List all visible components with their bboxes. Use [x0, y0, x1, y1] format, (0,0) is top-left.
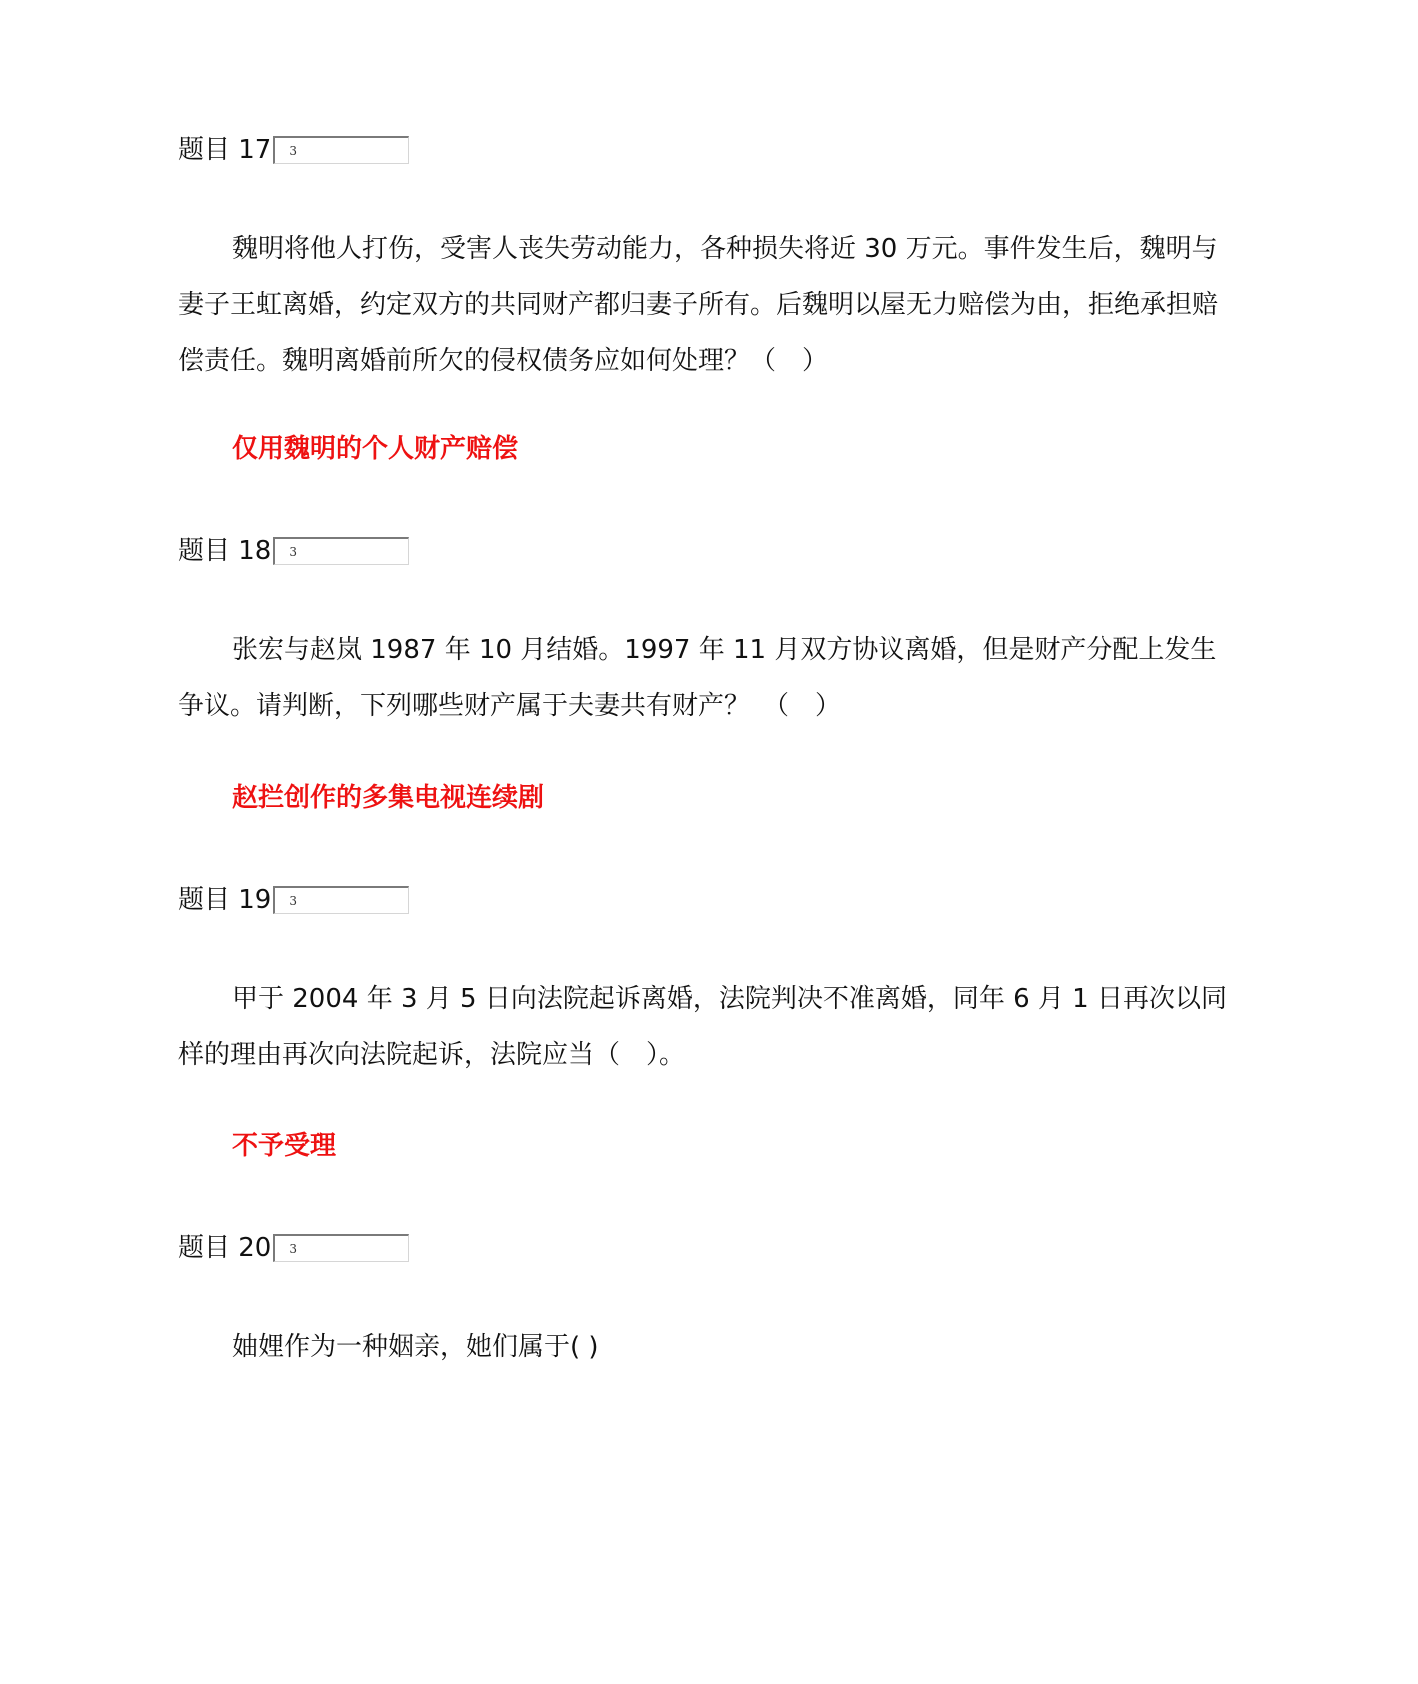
question-17-score-field[interactable]: [273, 136, 409, 164]
question-17-answer: 仅用魏明的个人财产赔偿: [232, 434, 519, 464]
question-18-header: [178, 533, 409, 569]
question-17-header: [178, 132, 409, 168]
question-19-header: [178, 882, 409, 918]
question-20-text: 妯娌作为一种姻亲，她们属于( ): [232, 1332, 599, 1362]
question-20-score-field[interactable]: [273, 1234, 409, 1262]
question-17-title: 题目 17: [178, 135, 272, 165]
question-19-score-field[interactable]: [273, 886, 409, 914]
question-18-title: 题目 18: [178, 536, 272, 566]
question-20-score-value: 3: [289, 1242, 297, 1256]
question-20-title: 题目 20: [178, 1233, 272, 1263]
question-19-score-value: 3: [289, 894, 297, 908]
question-17-score-value: 3: [289, 144, 297, 158]
question-20-header: [178, 1230, 409, 1266]
question-18-text: 张宏与赵岚 1987 年 10 月结婚。1997 年 11 月双方协议离婚，但是财产分配上发生争议。请判断，下列哪些财产属于夫妻共有财产？ （ ）: [178, 635, 1217, 721]
question-19-text: 甲于 2004 年 3 月 5 日向法院起诉离婚，法院判决不准离婚，同年 6 月 1 日再次以同样的理由再次向法院起诉，法院应当（ ）。: [178, 984, 1227, 1070]
question-18-score-value: 3: [289, 545, 297, 559]
question-19-answer: 不予受理: [232, 1131, 337, 1161]
question-18-score-field[interactable]: [273, 537, 409, 565]
question-17-text: 魏明将他人打伤，受害人丧失劳动能力，各种损失将近 30 万元。事件发生后，魏明与妻子王虹离婚，约定双方的共同财产都归妻子所有。后魏明以屋无力赔偿为由，拒绝承担赔偿责任。魏明离婚前所欠的侵权债务应如何处理？（ ）: [178, 234, 1219, 376]
question-18-answer: 赵拦创作的多集电视连续剧: [232, 783, 545, 813]
question-19-title: 题目 19: [178, 885, 272, 915]
